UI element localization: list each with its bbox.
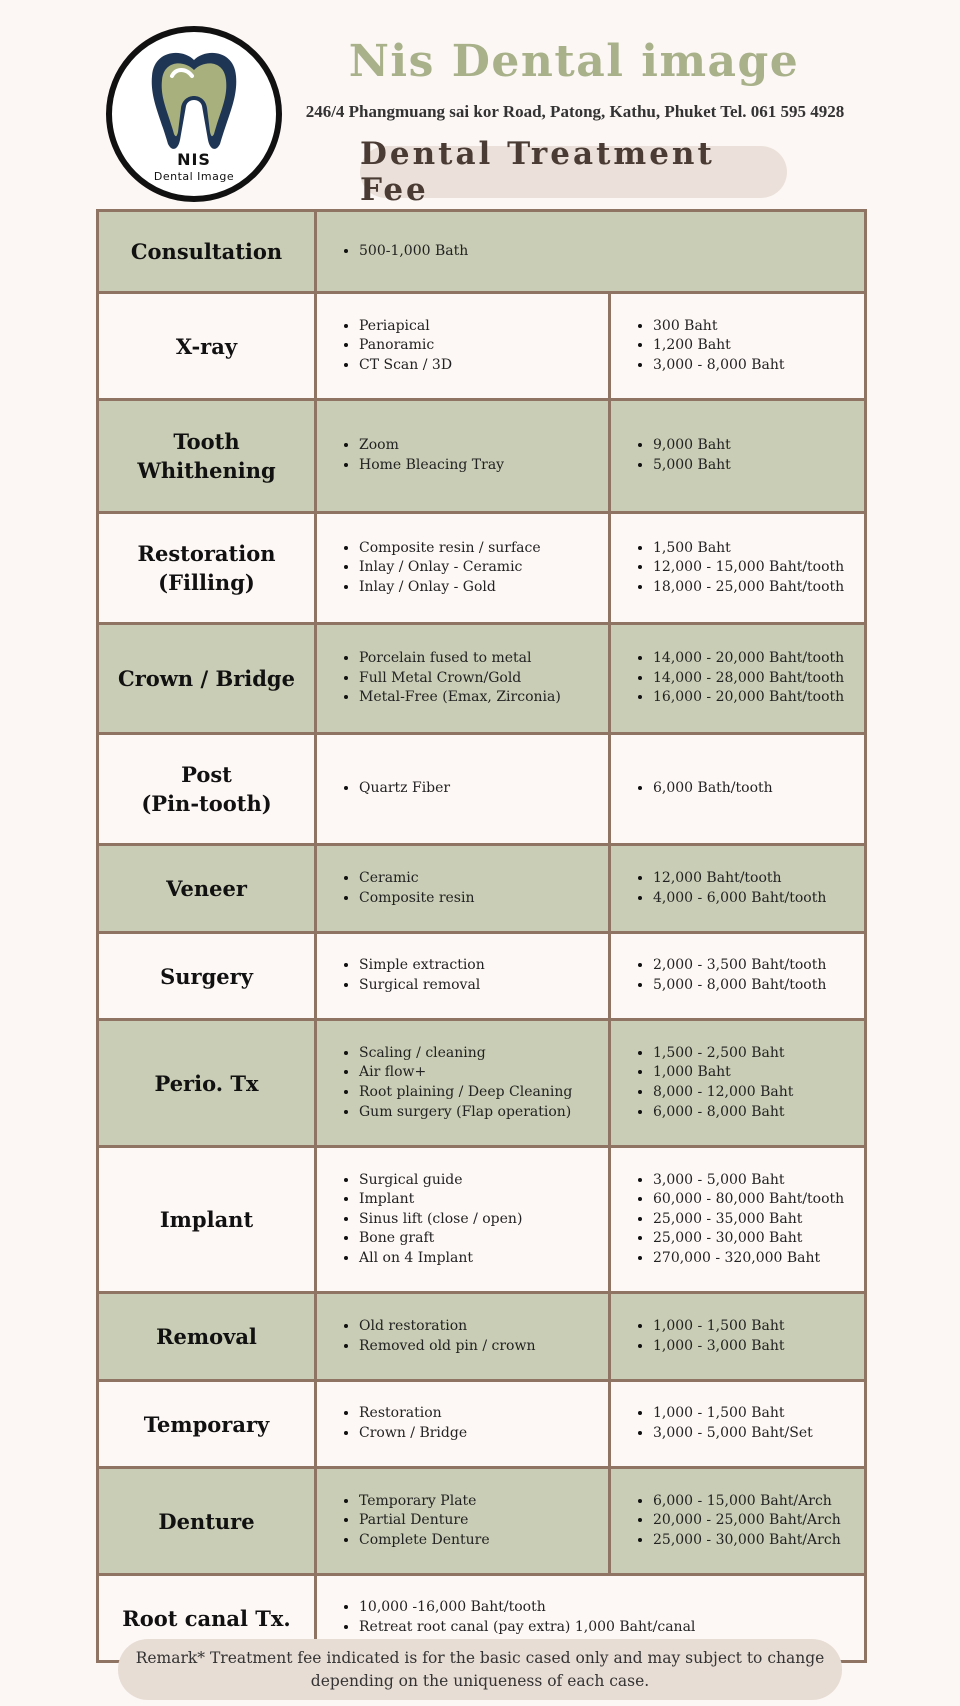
treatment-item: • Root plaining / Deep Cleaning bbox=[359, 1083, 602, 1103]
treatment-list bbox=[317, 779, 608, 799]
logo-name: NIS bbox=[177, 150, 211, 169]
treatment-list bbox=[317, 539, 608, 598]
treatment-item: • Sinus lift (close / open) bbox=[359, 1210, 602, 1230]
treatment-item: • Temporary Plate bbox=[359, 1492, 602, 1512]
treatment-item: • Partial Denture bbox=[359, 1511, 602, 1531]
fee-row bbox=[98, 1468, 866, 1575]
price-cell bbox=[610, 1468, 866, 1575]
treatment-item: • Ceramic bbox=[359, 869, 602, 889]
price-item: • 60,000 - 80,000 Baht/tooth bbox=[653, 1190, 858, 1210]
treatment-item: • Air flow+ bbox=[359, 1063, 602, 1083]
price-cell bbox=[610, 624, 866, 734]
price-list bbox=[611, 956, 864, 995]
treatment-list bbox=[317, 1171, 608, 1269]
treatment-list bbox=[317, 242, 864, 262]
treatment-category bbox=[98, 624, 316, 734]
treatment-cell bbox=[316, 513, 610, 624]
price-list bbox=[611, 1044, 864, 1122]
treatment-cell bbox=[316, 1381, 610, 1468]
fee-table-body bbox=[98, 211, 866, 1662]
price-cell bbox=[610, 400, 866, 513]
treatment-item: • Bone graft bbox=[359, 1229, 602, 1249]
treatment-item: • Zoom bbox=[359, 436, 602, 456]
treatment-item: • 10,000 -16,000 Baht/tooth bbox=[359, 1598, 858, 1618]
treatment-item: • Inlay / Onlay - Ceramic bbox=[359, 558, 602, 578]
treatment-item: • Gum surgery (Flap operation) bbox=[359, 1103, 602, 1123]
clinic-logo bbox=[106, 26, 282, 202]
price-item: • 25,000 - 30,000 Baht/Arch bbox=[653, 1531, 858, 1551]
treatment-item: • Surgical guide bbox=[359, 1171, 602, 1191]
price-list bbox=[611, 779, 864, 799]
price-item: • 5,000 - 8,000 Baht/tooth bbox=[653, 976, 858, 996]
treatment-item: • Old restoration bbox=[359, 1317, 602, 1337]
price-item: • 18,000 - 25,000 Baht/tooth bbox=[653, 578, 858, 598]
price-item: • 14,000 - 20,000 Baht/tooth bbox=[653, 649, 858, 669]
price-cell bbox=[610, 933, 866, 1020]
category-label: Implant bbox=[159, 1207, 254, 1232]
treatment-cell bbox=[316, 734, 610, 845]
category-label: Perio. Tx bbox=[154, 1070, 259, 1096]
treatment-category bbox=[98, 211, 316, 293]
treatment-item: • Surgical removal bbox=[359, 976, 602, 996]
treatment-cell bbox=[316, 1020, 610, 1147]
price-item: • 4,000 - 6,000 Baht/tooth bbox=[653, 889, 858, 909]
price-item: • 1,500 - 2,500 Baht bbox=[653, 1044, 858, 1064]
treatment-item: • Scaling / cleaning bbox=[359, 1044, 602, 1064]
treatment-category bbox=[98, 1020, 316, 1147]
category-label: X-ray bbox=[175, 333, 238, 359]
treatment-list bbox=[317, 649, 608, 708]
category-label: Surgery bbox=[160, 963, 253, 989]
price-item: • 25,000 - 35,000 Baht bbox=[653, 1210, 858, 1230]
price-item: • 1,200 Baht bbox=[653, 336, 858, 356]
fee-row bbox=[98, 211, 866, 293]
price-list bbox=[611, 539, 864, 598]
price-item: • 1,000 - 1,500 Baht bbox=[653, 1317, 858, 1337]
price-item: • 1,500 Baht bbox=[653, 539, 858, 559]
treatment-list bbox=[317, 869, 608, 908]
price-item: • 3,000 - 8,000 Baht bbox=[653, 356, 858, 376]
treatment-cell bbox=[316, 1293, 610, 1381]
price-item: • 25,000 - 30,000 Baht bbox=[653, 1229, 858, 1249]
treatment-item: • Metal-Free (Emax, Zirconia) bbox=[359, 688, 602, 708]
price-item: • 300 Baht bbox=[653, 317, 858, 337]
fee-row bbox=[98, 1381, 866, 1468]
treatment-cell bbox=[316, 400, 610, 513]
category-label: Denture bbox=[158, 1508, 255, 1534]
tooth-logo-icon bbox=[146, 46, 242, 150]
treatment-category bbox=[98, 933, 316, 1020]
price-item: • 6,000 - 15,000 Baht/Arch bbox=[653, 1492, 858, 1512]
price-cell bbox=[610, 1147, 866, 1293]
treatment-list bbox=[317, 1317, 608, 1356]
price-item: • 270,000 - 320,000 Baht bbox=[653, 1249, 858, 1269]
fee-row bbox=[98, 624, 866, 734]
treatment-category bbox=[98, 845, 316, 933]
price-item: • 8,000 - 12,000 Baht bbox=[653, 1083, 858, 1103]
category-label: Temporary bbox=[143, 1411, 270, 1437]
remark-line-2: depending on the uniqueness of each case. bbox=[310, 1671, 650, 1690]
treatment-category bbox=[98, 293, 316, 400]
treatment-item: • Quartz Fiber bbox=[359, 779, 602, 799]
fee-row bbox=[98, 1147, 866, 1293]
category-label: Removal bbox=[156, 1324, 257, 1349]
price-cell bbox=[610, 1293, 866, 1381]
treatment-list bbox=[317, 1492, 608, 1551]
price-cell bbox=[610, 513, 866, 624]
price-item: • 5,000 Baht bbox=[653, 456, 858, 476]
price-item: • 1,000 - 1,500 Baht bbox=[653, 1404, 858, 1424]
fee-row bbox=[98, 933, 866, 1020]
price-item: • 12,000 - 15,000 Baht/tooth bbox=[653, 558, 858, 578]
treatment-item: • Porcelain fused to metal bbox=[359, 649, 602, 669]
price-item: • 6,000 Bath/tooth bbox=[653, 779, 858, 799]
treatment-cell bbox=[316, 845, 610, 933]
treatment-item: • Composite resin / surface bbox=[359, 539, 602, 559]
treatment-cell bbox=[316, 293, 610, 400]
treatment-cell bbox=[316, 1147, 610, 1293]
price-list bbox=[611, 436, 864, 475]
category-label: (Pin-tooth) bbox=[141, 791, 272, 816]
treatment-list bbox=[317, 956, 608, 995]
price-item: • 9,000 Baht bbox=[653, 436, 858, 456]
fee-row bbox=[98, 400, 866, 513]
treatment-item: • All on 4 Implant bbox=[359, 1249, 602, 1269]
treatment-item: • Inlay / Onlay - Gold bbox=[359, 578, 602, 598]
category-label: Root canal Tx. bbox=[122, 1605, 291, 1631]
price-cell bbox=[610, 845, 866, 933]
page-title: Dental Treatment Fee bbox=[360, 146, 787, 198]
treatment-category bbox=[98, 734, 316, 845]
treatment-category bbox=[98, 400, 316, 513]
category-label: Crown / Bridge bbox=[118, 666, 295, 691]
fee-row bbox=[98, 734, 866, 845]
treatment-category bbox=[98, 1147, 316, 1293]
treatment-item: • CT Scan / 3D bbox=[359, 356, 602, 376]
remark-note bbox=[118, 1639, 842, 1700]
treatment-item: • Complete Denture bbox=[359, 1531, 602, 1551]
price-item: • 3,000 - 5,000 Baht/Set bbox=[653, 1424, 858, 1444]
category-label: Consultation bbox=[130, 239, 283, 264]
treatment-item: • Full Metal Crown/Gold bbox=[359, 669, 602, 689]
treatment-item: • Simple extraction bbox=[359, 956, 602, 976]
category-label: (Filling) bbox=[158, 570, 255, 595]
treatment-cell bbox=[316, 211, 866, 293]
price-list bbox=[611, 1317, 864, 1356]
fee-row bbox=[98, 513, 866, 624]
price-list bbox=[611, 869, 864, 908]
price-item: • 14,000 - 28,000 Baht/tooth bbox=[653, 669, 858, 689]
price-item: • 16,000 - 20,000 Baht/tooth bbox=[653, 688, 858, 708]
price-list bbox=[611, 317, 864, 376]
price-item: • 20,000 - 25,000 Baht/Arch bbox=[653, 1511, 858, 1531]
price-cell bbox=[610, 1381, 866, 1468]
treatment-category bbox=[98, 1293, 316, 1381]
price-item: • 6,000 - 8,000 Baht bbox=[653, 1103, 858, 1123]
treatment-cell bbox=[316, 1468, 610, 1575]
treatment-item: • Composite resin bbox=[359, 889, 602, 909]
price-cell bbox=[610, 734, 866, 845]
price-item: • 2,000 - 3,500 Baht/tooth bbox=[653, 956, 858, 976]
fee-row bbox=[98, 845, 866, 933]
price-item: • 3,000 - 5,000 Baht bbox=[653, 1171, 858, 1191]
logo-subtitle: Dental Image bbox=[153, 170, 235, 183]
treatment-category bbox=[98, 1468, 316, 1575]
treatment-item: • Panoramic bbox=[359, 336, 602, 356]
treatment-item: • 500-1,000 Bath bbox=[359, 242, 858, 262]
remark-line-1: Remark* Treatment fee indicated is for the basic cased only and may subject to change bbox=[135, 1648, 825, 1667]
fee-row bbox=[98, 1020, 866, 1147]
treatment-item: • Removed old pin / crown bbox=[359, 1337, 602, 1357]
price-list bbox=[611, 1492, 864, 1551]
treatment-item: • Periapical bbox=[359, 317, 602, 337]
treatment-cell bbox=[316, 933, 610, 1020]
price-item: • 1,000 - 3,000 Baht bbox=[653, 1337, 858, 1357]
price-item: • 12,000 Baht/tooth bbox=[653, 869, 858, 889]
fee-row bbox=[98, 1293, 866, 1381]
price-list bbox=[611, 649, 864, 708]
treatment-category bbox=[98, 1381, 316, 1468]
treatment-item: • Crown / Bridge bbox=[359, 1424, 602, 1444]
fee-table bbox=[96, 209, 867, 1663]
price-list bbox=[611, 1404, 864, 1443]
price-list bbox=[611, 1171, 864, 1269]
treatment-list bbox=[317, 1404, 608, 1443]
treatment-item: • Retreat root canal (pay extra) 1,000 Baht/canal bbox=[359, 1618, 858, 1638]
treatment-category bbox=[98, 513, 316, 624]
fee-row bbox=[98, 293, 866, 400]
treatment-list bbox=[317, 317, 608, 376]
category-label: Post bbox=[181, 762, 232, 787]
treatment-item: • Implant bbox=[359, 1190, 602, 1210]
price-cell bbox=[610, 293, 866, 400]
category-label: Tooth bbox=[173, 429, 240, 454]
treatment-list bbox=[317, 1598, 864, 1637]
treatment-item: • Restoration bbox=[359, 1404, 602, 1424]
price-item: • 1,000 Baht bbox=[653, 1063, 858, 1083]
treatment-cell bbox=[316, 624, 610, 734]
category-label: Veneer bbox=[166, 876, 247, 901]
treatment-list bbox=[317, 1044, 608, 1122]
price-cell bbox=[610, 1020, 866, 1147]
clinic-address: 246/4 Phangmuang sai kor Road, Patong, Kathu, Phuket Tel. 061 595 4928 bbox=[305, 102, 845, 121]
treatment-item: • Home Bleacing Tray bbox=[359, 456, 602, 476]
treatment-list bbox=[317, 436, 608, 475]
clinic-name: Nis Dental image bbox=[348, 36, 800, 87]
category-label: Restoration bbox=[137, 541, 276, 566]
category-label: Whithening bbox=[137, 458, 276, 483]
